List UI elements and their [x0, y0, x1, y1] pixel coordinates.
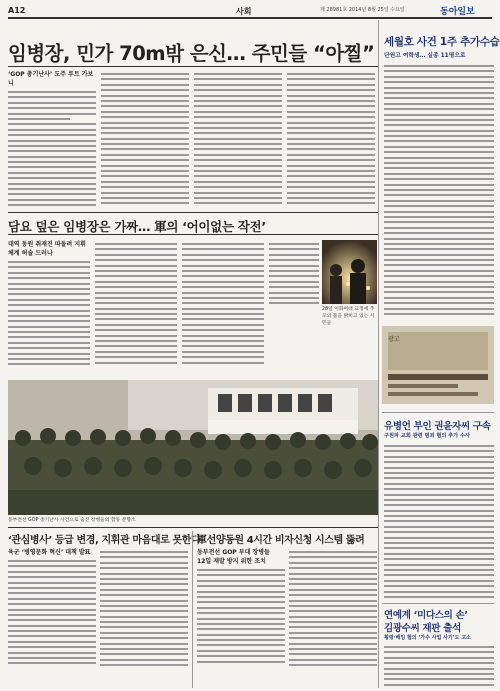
bottom-left-subhead: 육군 ‘병영문화 혁신’ 대책 발표 [8, 549, 91, 556]
sidebar-bottom-body [384, 643, 494, 688]
page-number: A12 [8, 6, 26, 15]
top-story-col-1 [8, 70, 96, 210]
top-headline: 임병장, 민가 70m밖 은신… 주민들 “아찔” [8, 42, 375, 65]
vigil-photo [322, 240, 377, 304]
sidebar-top-sub: 단원고 여학생… 실종 11명으로 [384, 53, 466, 59]
section-rule-2 [8, 527, 378, 528]
second-story-col-4 [269, 240, 319, 310]
bottom-left-col-2 [100, 548, 188, 688]
bottom-center-col-1 [197, 548, 285, 688]
vigil-caption: 28일 이화여대 교정에 추모의 불을 밝히고 있는 시민들 [322, 307, 375, 326]
bottom-center-headline: 軍선양동원 4시간 비자신청 시스템 뚫려 [197, 535, 365, 546]
sidebar-bottom-note: 횡령·배임 혐의 ‘가수 사업 사기’도 고소 [384, 635, 471, 641]
bottom-left-headline: ‘관심병사’ 등급 변경, 지휘관 마음대로 못한다 [8, 535, 201, 546]
ad-label: 광고 [388, 336, 400, 343]
bottom-left-col-1 [8, 548, 96, 688]
top-headline-rule [8, 66, 378, 67]
newspaper-logo: 동아일보 [440, 7, 475, 17]
sidebar-top-title: 세월호 사건 1주 추가수습 [384, 36, 500, 48]
bottom-center-subhead-2: 12일 재발 방지 위한 조치 [197, 558, 266, 565]
top-story-col-4 [287, 70, 375, 210]
second-headline-rule [8, 234, 378, 235]
sidebar-bottom-title: 연예계 ‘미다스의 손’ [384, 610, 468, 621]
second-story-col-3 [182, 240, 264, 376]
second-story-col-1 [8, 240, 90, 376]
top-story-col-2 [101, 70, 189, 210]
sidebar-mid-title: 유병언 부인 권윤자씨 구속 [384, 421, 491, 432]
second-story-subhead: 대역 동원 취재진 따돌려 지휘체계 허술 드러나 [8, 241, 86, 257]
sidebar-rule-1 [382, 412, 494, 413]
second-story-col-2 [95, 240, 177, 376]
sidebar-mid-sub: 구원파 교회 관련 범죄 혐의 추가 수사 [384, 433, 471, 439]
second-headline: 담요 덮은 임병장은 가짜… 軍의 ‘어이없는 작전’ [8, 219, 266, 234]
sidebar-rule-2 [382, 603, 494, 604]
header-rule [8, 17, 492, 19]
bottom-center-col-2 [289, 548, 377, 688]
top-story-subhead: ‘GOP 총기난사’ 도주 루트 가보니 [8, 71, 94, 87]
section-name: 사회 [236, 7, 252, 16]
sidebar-mid-body [384, 442, 494, 600]
bottom-divider [192, 531, 193, 688]
memorial-photo [8, 380, 378, 515]
advertisement[interactable] [382, 326, 494, 404]
sidebar-top-body [384, 62, 494, 322]
sidebar-divider [378, 20, 379, 688]
top-story-col-3 [194, 70, 282, 210]
sidebar-bottom-subtitle: 김광수씨 재판 출석 [384, 623, 462, 634]
section-rule-1 [8, 212, 378, 213]
edition-info: 제 28981호 2014년 8월 25일 수요일 [320, 7, 405, 13]
bottom-center-subhead-1: 동부전선 GOP 부대 장병들 [197, 549, 270, 556]
memorial-caption: 동부전선 GOP 총기난사 사건으로 숨진 장병들의 합동 분향소 [8, 518, 136, 523]
